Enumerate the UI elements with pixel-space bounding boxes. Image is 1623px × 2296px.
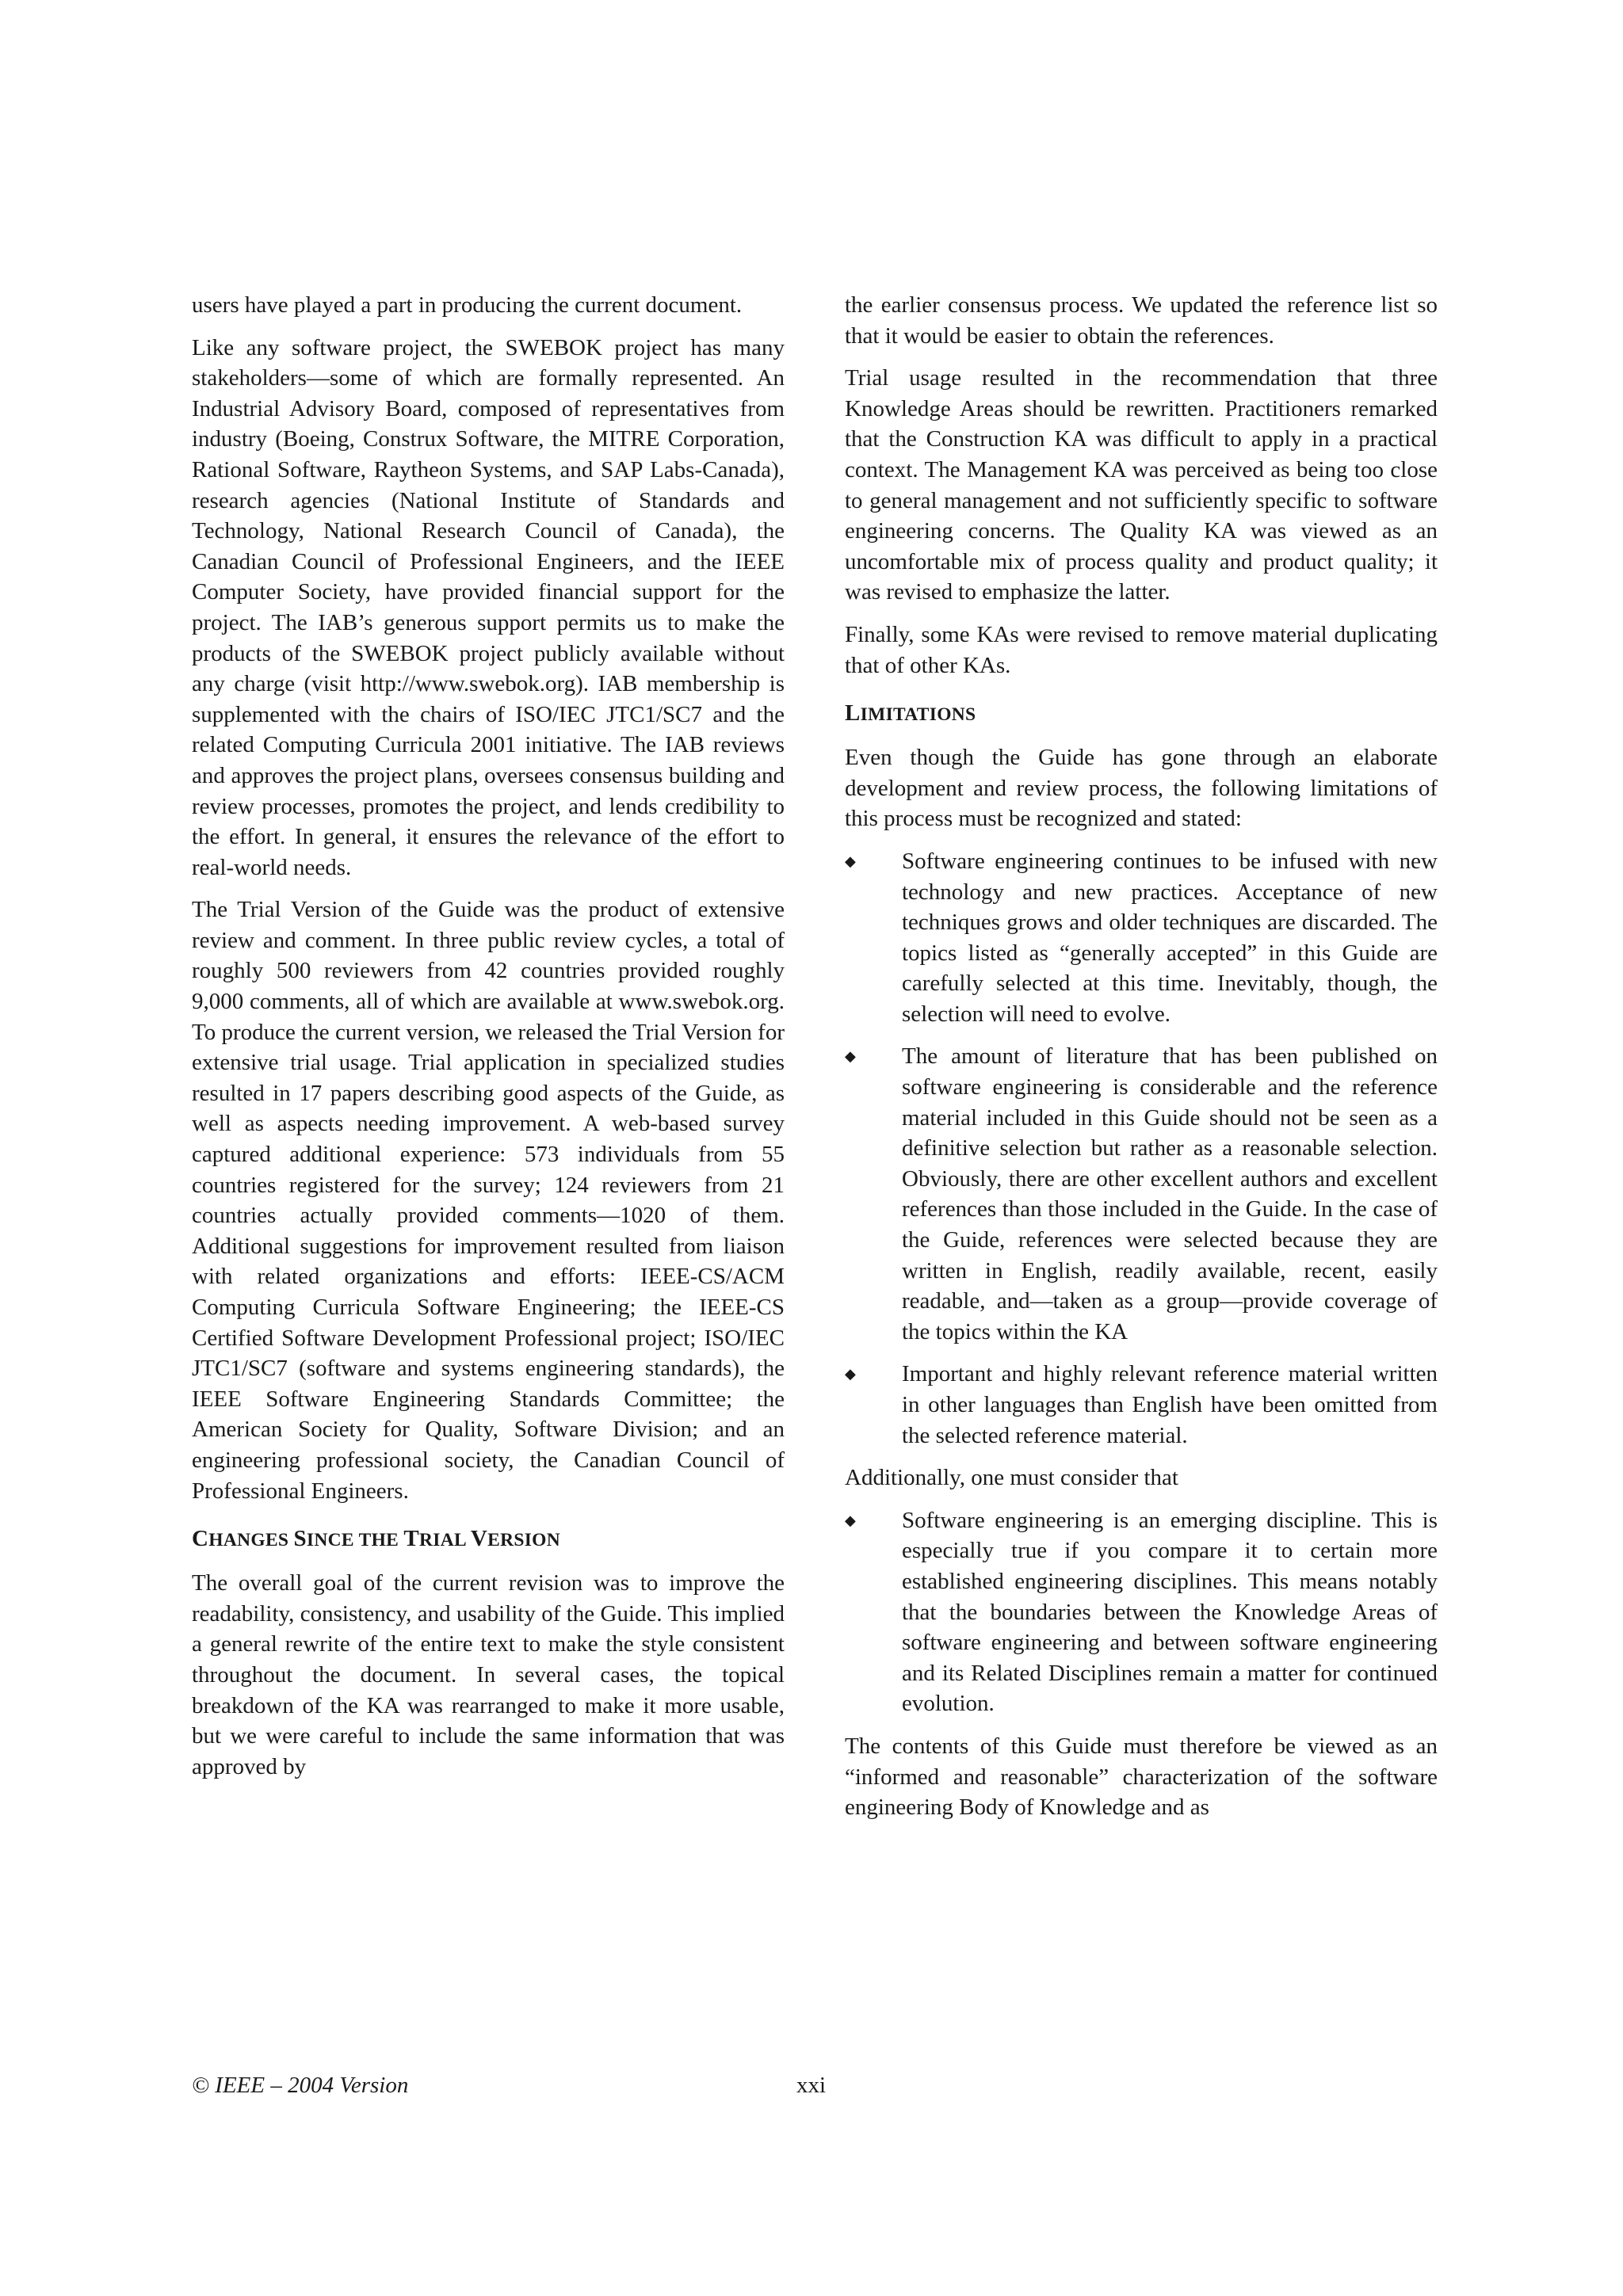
list-item (845, 1505, 1438, 1719)
left-paragraph-4: The overall goal of the current revision was to improve the readability, consistency, and usability of the Guide. This implied a general rewrite of the entire text to make the style consistent throughout the document. In several cases, the topical breakdown of the KA was rearranged to make it more usable, but we were careful to include the same information that was approved by (192, 1570, 785, 1779)
heading-text: ERSION (487, 1530, 561, 1551)
list-item-text: Important and highly relevant reference material written in other languages than English have been omitted from the selected reference material. (902, 1361, 1438, 1448)
heading-cap: C (192, 1526, 209, 1552)
list-item (845, 1359, 1438, 1451)
right-paragraph-6: The contents of this Guide must therefore be viewed as an “informed and reasonable” characterization of the software engineering Body of Knowledge and as (845, 1733, 1438, 1821)
page-number: xxi (796, 2073, 827, 2098)
right-paragraph-4: Even though the Guide has gone through an elaborate development and review process, the following limitations of this process must be recognized and stated: (845, 745, 1438, 832)
list-item-text: The amount of literature that has been published on software engineering is considerable and the reference material included in this Guide should not be seen as a definitive selection but rather as a reasonable selection. Obviously, there are other excellent authors and excellent references than those included in the Guide. In the case of the Guide, references were selected because they are written in English, readily available, recent, easily readable, and—taken as a group—provide coverage of the topics within the KA (902, 1043, 1438, 1344)
limitations-list (845, 846, 1438, 1451)
list-item-text: Software engineering is an emerging discipline. This is especially true if you compare it to certain more established engineering disciplines. This means notably that the boundaries between the Knowledge Areas of software engineering and between software engineering and its Related Disciplines remain a matter for continued evolution. (902, 1507, 1438, 1717)
list-item (845, 846, 1438, 1030)
section-heading-limitations (845, 701, 1438, 727)
heading-cap: T (403, 1526, 419, 1552)
right-paragraph-3: Finally, some KAs were revised to remove material duplicating that of other KAs. (845, 621, 1438, 678)
heading-cap: S (293, 1526, 307, 1552)
left-paragraph-1: users have played a part in producing the current document. (192, 292, 743, 318)
right-paragraph-2: Trial usage resulted in the recommendation that three Knowledge Areas should be rewritten. Practitioners remarked that the Construction KA was difficult to apply in a practical context. The Management KA was perceived as being too close to general management and not sufficiently specific to software engineering concerns. The Quality KA was viewed as an uncomfortable mix of process quality and product quality; it was revised to emphasize the latter. (845, 365, 1438, 605)
heading-text: RIAL (419, 1530, 471, 1551)
considerations-list (845, 1505, 1438, 1719)
list-item (845, 1041, 1438, 1347)
left-paragraph-3: The Trial Version of the Guide was the product of extensive review and comment. In three public review cycles, a total of roughly 500 reviewers from 42 countries provided roughly 9,000 comments, all of which are available at www.swebok.org. To produce the current version, we released the Trial Version for extensive trial usage. Trial application in specialized studies resulted in 17 papers describing good aspects of the Guide, as well as aspects needing improvement. A web-based survey captured additional experience: 573 individuals from 55 countries registered for the survey; 124 reviewers from 21 countries actually provided comments—1020 of them. Additional suggestions for improvement resulted from liaison with related organizations and efforts: IEEE-CS/ACM Computing Curricula Software Engineering; the IEEE-CS Certified Software Development Professional project; ISO/IEC JTC1/SC7 (software and systems engineering standards), the IEEE Software Engineering Standards Committee; the American Society for Quality, Software Division; and an engineering professional society, the Canadian Council of Professional Engineers. (192, 897, 785, 1504)
diamond-bullet-icon: ◆ (845, 1512, 856, 1528)
left-column (192, 290, 785, 1794)
right-paragraph-5: Additionally, one must consider that (845, 1465, 1178, 1491)
heading-text: INCE THE (306, 1530, 404, 1551)
left-paragraph-2: Like any software project, the SWEBOK project has many stakeholders—some of which are formally represented. An Industrial Advisory Board, composed of representatives from industry (Boeing, Construx Software, the MITRE Corporation, Rational Software, Raytheon Systems, and SAP Labs-Canada), research agencies (National Institute of Standards and Technology, National Research Council of Canada), the Canadian Council of Professional Engineers, and the IEEE Computer Society, have provided financial support for the project. The IAB’s generous support permits us to make the products of the SWEBOK project publicly available without any charge (visit http://www.swebok.org). IAB membership is supplemented with the chairs of ISO/IEC JTC1/SC7 and the related Computing Curricula 2001 initiative. The IAB reviews and approves the project plans, oversees consensus building and review processes, promotes the project, and lends credibility to the effort. In general, it ensures the relevance of the effort to real-world needs. (192, 334, 785, 880)
heading-text: HANGES (208, 1530, 294, 1551)
footer-copyright: © IEEE – 2004 Version (192, 2073, 409, 2098)
diamond-bullet-icon: ◆ (845, 852, 856, 869)
right-paragraph-1: the earlier consensus process. We updated the reference list so that it would be easier to obtain the references. (845, 292, 1438, 349)
list-item-text: Software engineering continues to be infused with new technology and new practices. Acceptance of new techniques grows and older techniques are discarded. The topics listed as “generally accepted” in this Guide are carefully selected at this time. Inevitably, though, the selection will need to evolve. (902, 848, 1438, 1027)
diamond-bullet-icon: ◆ (845, 1048, 856, 1065)
right-column (845, 290, 1438, 1835)
section-heading-changes (192, 1527, 785, 1552)
diamond-bullet-icon: ◆ (845, 1366, 856, 1383)
heading-text: IMITATIONS (860, 704, 976, 726)
heading-cap: V (470, 1526, 488, 1552)
heading-cap: L (845, 700, 861, 727)
